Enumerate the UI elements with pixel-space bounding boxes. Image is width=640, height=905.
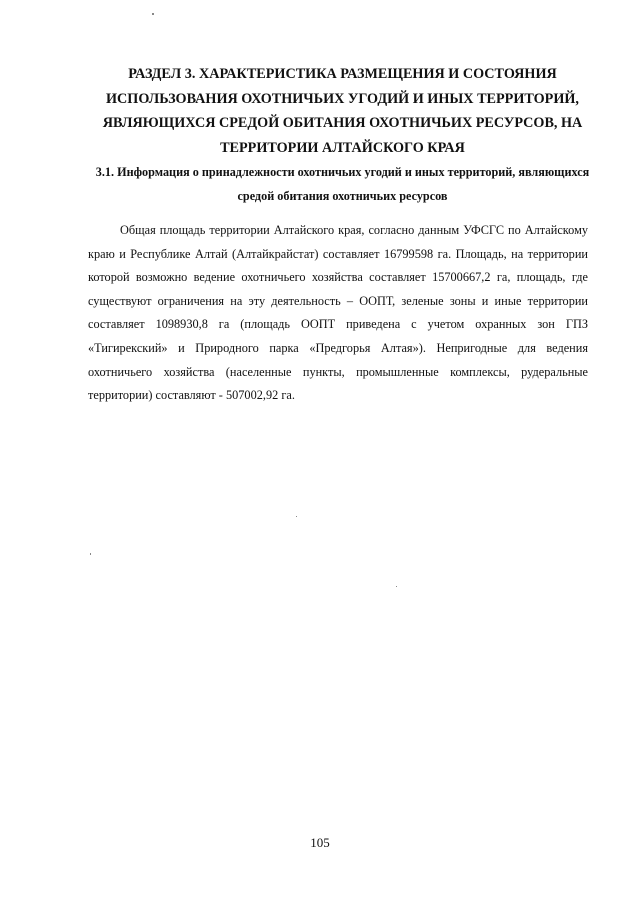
body-paragraph: Общая площадь территории Алтайского края, согласно данным УФСГС по Алтайскому краю и Республике Алтай (Алтайкрайстат) составляет 16799598 га. Площадь, на территории которой возможно ведение охотничьего хозяйства составляет 15700667,2 га, площадь, где существуют ограничения на эту деятельность – ООПТ, зеленые зоны и иные территории составляет 1098930,8 га (площадь ООПТ приведена с учетом охранных зон ГПЗ «Тигирекский» и Природного парка «Предгорья Алтая»). Непригодные для ведения охотничьего хозяйства (населенные пункты, промышленные комплексы, рудеральные территории) составляют - 507002,92 га.: [88, 223, 588, 403]
section-title: РАЗДЕЛ 3. ХАРАКТЕРИСТИКА РАЗМЕЩЕНИЯ И СОСТОЯНИЯ ИСПОЛЬЗОВАНИЯ ОХОТНИЧЬИХ УГОДИЙ И ИНЫХ ТЕРРИТОРИЙ, ЯВЛЯЮЩИХСЯ СРЕДОЙ ОБИТАНИЯ ОХОТНИЧЬИХ РЕСУРСОВ, НА ТЕРРИТОРИИ АЛТАЙСКОГО КРАЯ: [102, 66, 583, 156]
page-number: 105: [310, 835, 330, 850]
subsection-title: 3.1. Информация о принадлежности охотничьих угодий и иных территорий, являющихся средой обитания охотничьих ресурсов: [95, 165, 590, 203]
scan-speck: [90, 553, 91, 555]
scan-speck: [152, 13, 154, 15]
scan-speck: [296, 516, 297, 517]
scan-speck: [396, 586, 397, 587]
